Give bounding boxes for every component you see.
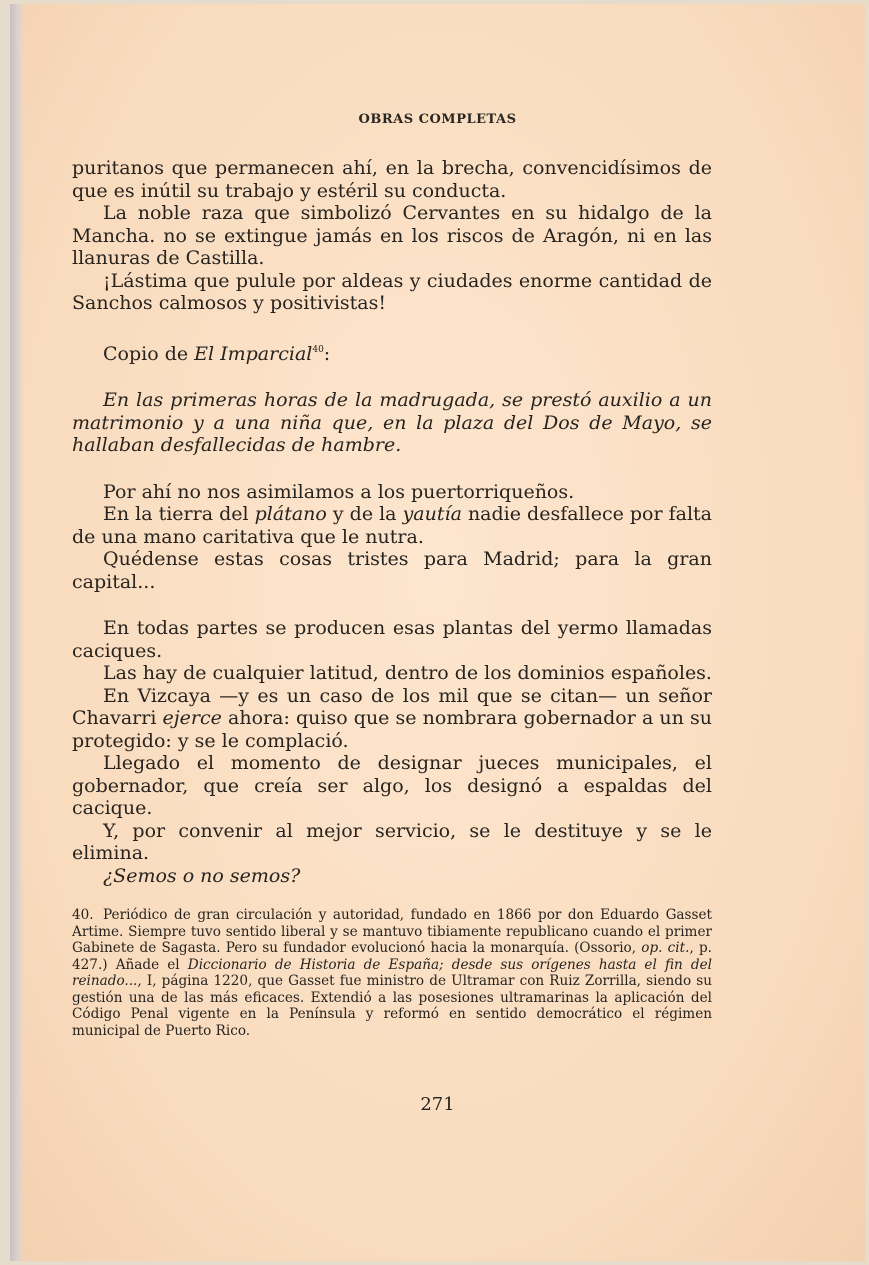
paragraph: ¡Lástima que pulule por aldeas y ciudades enorme cantidad de Sanchos calmosos y positivistas!: [72, 269, 712, 314]
paragraph: Las hay de cualquier latitud, dentro de los dominios españoles.: [103, 662, 712, 684]
main-text: [72, 157, 712, 887]
paragraph: La noble raza que simbolizó Cervantes en su hidalgo de la Mancha. no se extingue jamás en los riscos de Aragón, ni en las llanuras de Castilla.: [72, 202, 712, 269]
text-segment: nadie desfallece por falta de una mano caritativa que le nutra.: [72, 503, 713, 548]
paragraph-closing-question: ¿Semos o no semos?: [103, 864, 301, 887]
book-page: [10, 4, 865, 1261]
text-segment: y de la: [326, 503, 403, 525]
footnote-40: [72, 907, 712, 1039]
italic-word: plátano: [254, 503, 327, 525]
page-edge-shadow: [10, 4, 24, 1261]
footnote-reference: 40: [312, 344, 324, 355]
footnote-text: , p. 427.) Añade el: [72, 940, 712, 973]
paragraph: puritanos que permanecen ahí, en la brecha, convencidísimos de que es inútil su trabajo y estéril su conducta.: [72, 157, 712, 202]
paragraph: Llegado el momento de designar jueces municipales, el gobernador, que creía ser algo, los designó a espaldas del cacique.: [72, 752, 712, 819]
italic-word: yautía: [402, 503, 462, 525]
footnote-text: Periódico de gran circulación y autoridad, fundado en 1866 por don Eduardo Gasset Artime. Siempre tuvo sentido liberal y se mantuvo tibiamente republicano cuando el primer Gabinete de Sagasta. Pero su fundador evolucionó hacia la monarquía. (Ossorio,: [72, 907, 712, 956]
paragraph: Por ahí no nos asimilamos a los puertorriqueños.: [103, 480, 575, 503]
newspaper-title: El Imparcial: [194, 342, 313, 365]
text-segment: Copio de: [103, 342, 195, 365]
paragraph: Quédense estas cosas tristes para Madrid; para la gran capital...: [72, 548, 712, 593]
paragraph: [72, 503, 712, 548]
footnote-number: 40.: [72, 907, 94, 923]
footnote-italic: op. cit.: [641, 940, 690, 956]
page-number: 271: [420, 1094, 455, 1115]
footnote-italic: Diccionario de Historia de España; desde sus orígenes hasta el fin del reinado...: [72, 956, 713, 989]
running-head: OBRAS COMPLETAS: [358, 112, 517, 127]
text-segment: ahora: quiso que se nombrara gobernador a un su protegido: y se le complació.: [72, 707, 712, 752]
paragraph: [72, 685, 712, 753]
paragraph: En todas partes se producen esas plantas del yermo llamadas caciques.: [72, 617, 712, 662]
footnote-text: , I, página 1220, que Gasset fue ministro de Ultramar con Ruiz Zorrilla, siendo su gestión una de las más eficaces. Extendió a las posesiones ultramarinas la aplicación del Código Penal vigente en la Península y reformó en sentido democrático el régimen municipal de Puerto Rico.: [72, 973, 712, 1039]
quoted-passage: En las primeras horas de la madrugada, se prestó auxilio a un matrimonio y a una niña que, en la plaza del Dos de Mayo, se hallaban desfallecidas de hambre.: [72, 389, 712, 456]
italic-word: ejerce: [162, 707, 222, 729]
text-segment: En Vizcaya —y es un caso de los mil que se citan— un señor Chavarri: [72, 684, 712, 729]
text-segment: :: [323, 342, 331, 365]
text-segment: En la tierra del: [103, 503, 255, 525]
paragraph: Y, por convenir al mejor servicio, se le destituye y se le elimina.: [72, 819, 712, 864]
paragraph-citation-intro: [72, 339, 712, 366]
